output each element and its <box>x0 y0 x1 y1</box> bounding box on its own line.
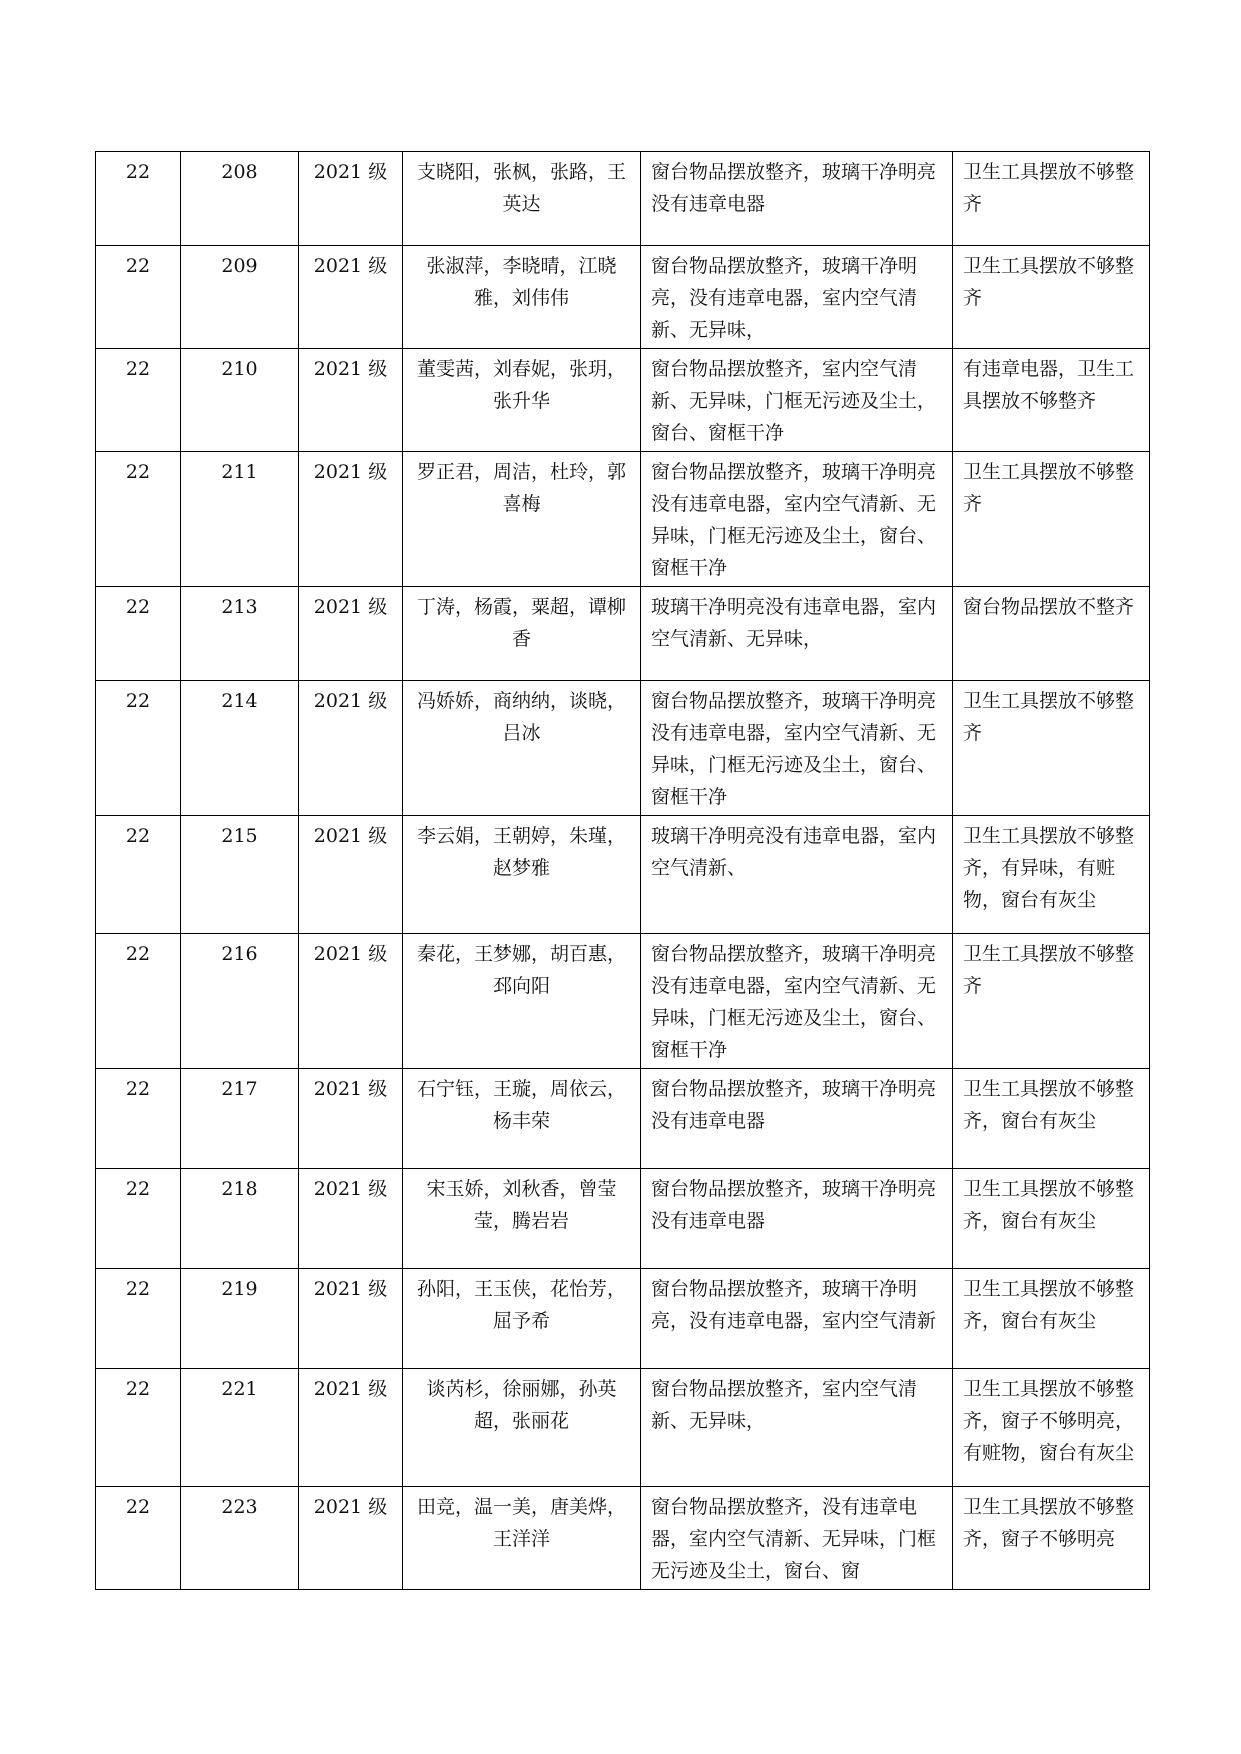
merits-cell: 窗台物品摆放整齐，玻璃干净明亮没有违章电器 <box>641 1069 953 1169</box>
room-number-cell: 209 <box>181 246 299 349</box>
merits-cell: 窗台物品摆放整齐，玻璃干净明亮没有违章电器，室内空气清新、无异味，门框无污迹及尘土，窗台、窗框干净 <box>641 934 953 1069</box>
residents-cell: 冯娇娇，商纳纳，谈晓，吕冰 <box>403 681 641 816</box>
table-row <box>96 246 1150 349</box>
table-row <box>96 152 1150 246</box>
grade-cell: 2021 级 <box>299 349 403 452</box>
room-number-cell: 213 <box>181 587 299 681</box>
grade-cell: 2021 级 <box>299 1169 403 1269</box>
building-number-cell: 22 <box>96 1069 181 1169</box>
room-number-cell: 208 <box>181 152 299 246</box>
room-number-cell: 211 <box>181 452 299 587</box>
residents-cell: 支晓阳，张枫，张路，王英达 <box>403 152 641 246</box>
building-number-cell: 22 <box>96 1269 181 1369</box>
merits-cell: 玻璃干净明亮没有违章电器，室内空气清新、无异味， <box>641 587 953 681</box>
building-number-cell: 22 <box>96 246 181 349</box>
table-row <box>96 681 1150 816</box>
building-number-cell: 22 <box>96 1169 181 1269</box>
grade-cell: 2021 级 <box>299 1369 403 1487</box>
issues-cell: 卫生工具摆放不够整齐 <box>953 152 1150 246</box>
residents-cell: 罗正君，周洁，杜玲，郭喜梅 <box>403 452 641 587</box>
merits-cell: 窗台物品摆放整齐，玻璃干净明亮没有违章电器，室内空气清新、无异味，门框无污迹及尘土，窗台、窗框干净 <box>641 681 953 816</box>
merits-cell: 窗台物品摆放整齐，玻璃干净明亮没有违章电器 <box>641 1169 953 1269</box>
building-number-cell: 22 <box>96 349 181 452</box>
building-number-cell: 22 <box>96 1369 181 1487</box>
issues-cell: 卫生工具摆放不够整齐，窗台有灰尘 <box>953 1069 1150 1169</box>
table-row <box>96 1169 1150 1269</box>
grade-cell: 2021 级 <box>299 934 403 1069</box>
residents-cell: 丁涛，杨霞，粟超，谭柳香 <box>403 587 641 681</box>
issues-cell: 卫生工具摆放不够整齐，窗子不够明亮 <box>953 1487 1150 1590</box>
room-number-cell: 223 <box>181 1487 299 1590</box>
issues-cell: 卫生工具摆放不够整齐 <box>953 246 1150 349</box>
table-row <box>96 1269 1150 1369</box>
merits-cell: 窗台物品摆放整齐，玻璃干净明亮没有违章电器，室内空气清新、无异味，门框无污迹及尘土，窗台、窗框干净 <box>641 452 953 587</box>
issues-cell: 有违章电器，卫生工具摆放不够整齐 <box>953 349 1150 452</box>
room-number-cell: 218 <box>181 1169 299 1269</box>
room-number-cell: 221 <box>181 1369 299 1487</box>
grade-cell: 2021 级 <box>299 152 403 246</box>
grade-cell: 2021 级 <box>299 587 403 681</box>
table-row <box>96 816 1150 934</box>
grade-cell: 2021 级 <box>299 452 403 587</box>
building-number-cell: 22 <box>96 587 181 681</box>
merits-cell: 窗台物品摆放整齐，室内空气清新、无异味，门框无污迹及尘土，窗台、窗框干净 <box>641 349 953 452</box>
residents-cell: 宋玉娇，刘秋香，曾莹莹，腾岩岩 <box>403 1169 641 1269</box>
residents-cell: 张淑萍，李晓晴，江晓雅，刘伟伟 <box>403 246 641 349</box>
issues-cell: 卫生工具摆放不够整齐 <box>953 934 1150 1069</box>
residents-cell: 孙阳，王玉侠，花怡芳，屈予希 <box>403 1269 641 1369</box>
merits-cell: 窗台物品摆放整齐，玻璃干净明亮没有违章电器 <box>641 152 953 246</box>
issues-cell: 卫生工具摆放不够整齐 <box>953 452 1150 587</box>
grade-cell: 2021 级 <box>299 681 403 816</box>
room-number-cell: 219 <box>181 1269 299 1369</box>
grade-cell: 2021 级 <box>299 1269 403 1369</box>
issues-cell: 窗台物品摆放不整齐 <box>953 587 1150 681</box>
table-row <box>96 349 1150 452</box>
merits-cell: 窗台物品摆放整齐，室内空气清新、无异味， <box>641 1369 953 1487</box>
building-number-cell: 22 <box>96 152 181 246</box>
dorm-inspection-table <box>95 151 1150 1590</box>
table-row <box>96 1487 1150 1590</box>
issues-cell: 卫生工具摆放不够整齐 <box>953 681 1150 816</box>
merits-cell: 玻璃干净明亮没有违章电器，室内空气清新、 <box>641 816 953 934</box>
table-row <box>96 1369 1150 1487</box>
residents-cell: 谈芮杉，徐丽娜，孙英超，张丽花 <box>403 1369 641 1487</box>
room-number-cell: 214 <box>181 681 299 816</box>
merits-cell: 窗台物品摆放整齐，玻璃干净明亮，没有违章电器，室内空气清新、无异味， <box>641 246 953 349</box>
issues-cell: 卫生工具摆放不够整齐，有异味，有赃物，窗台有灰尘 <box>953 816 1150 934</box>
residents-cell: 田竞，温一美，唐美烨，王洋洋 <box>403 1487 641 1590</box>
grade-cell: 2021 级 <box>299 816 403 934</box>
building-number-cell: 22 <box>96 1487 181 1590</box>
building-number-cell: 22 <box>96 934 181 1069</box>
grade-cell: 2021 级 <box>299 1069 403 1169</box>
merits-cell: 窗台物品摆放整齐，没有违章电器，室内空气清新、无异味，门框无污迹及尘土，窗台、窗 <box>641 1487 953 1590</box>
grade-cell: 2021 级 <box>299 246 403 349</box>
residents-cell: 董雯茜，刘春妮，张玥，张升华 <box>403 349 641 452</box>
room-number-cell: 216 <box>181 934 299 1069</box>
building-number-cell: 22 <box>96 681 181 816</box>
table-row <box>96 934 1150 1069</box>
table-row <box>96 452 1150 587</box>
room-number-cell: 217 <box>181 1069 299 1169</box>
issues-cell: 卫生工具摆放不够整齐，窗台有灰尘 <box>953 1269 1150 1369</box>
merits-cell: 窗台物品摆放整齐，玻璃干净明亮，没有违章电器，室内空气清新 <box>641 1269 953 1369</box>
building-number-cell: 22 <box>96 816 181 934</box>
residents-cell: 李云娟，王朝婷，朱瑾，赵梦雅 <box>403 816 641 934</box>
grade-cell: 2021 级 <box>299 1487 403 1590</box>
table-row <box>96 587 1150 681</box>
residents-cell: 秦花，王梦娜，胡百惠，邳向阳 <box>403 934 641 1069</box>
residents-cell: 石宁钰，王璇，周依云，杨丰荣 <box>403 1069 641 1169</box>
building-number-cell: 22 <box>96 452 181 587</box>
room-number-cell: 210 <box>181 349 299 452</box>
issues-cell: 卫生工具摆放不够整齐，窗子不够明亮，有赃物，窗台有灰尘 <box>953 1369 1150 1487</box>
room-number-cell: 215 <box>181 816 299 934</box>
table-row <box>96 1069 1150 1169</box>
issues-cell: 卫生工具摆放不够整齐，窗台有灰尘 <box>953 1169 1150 1269</box>
